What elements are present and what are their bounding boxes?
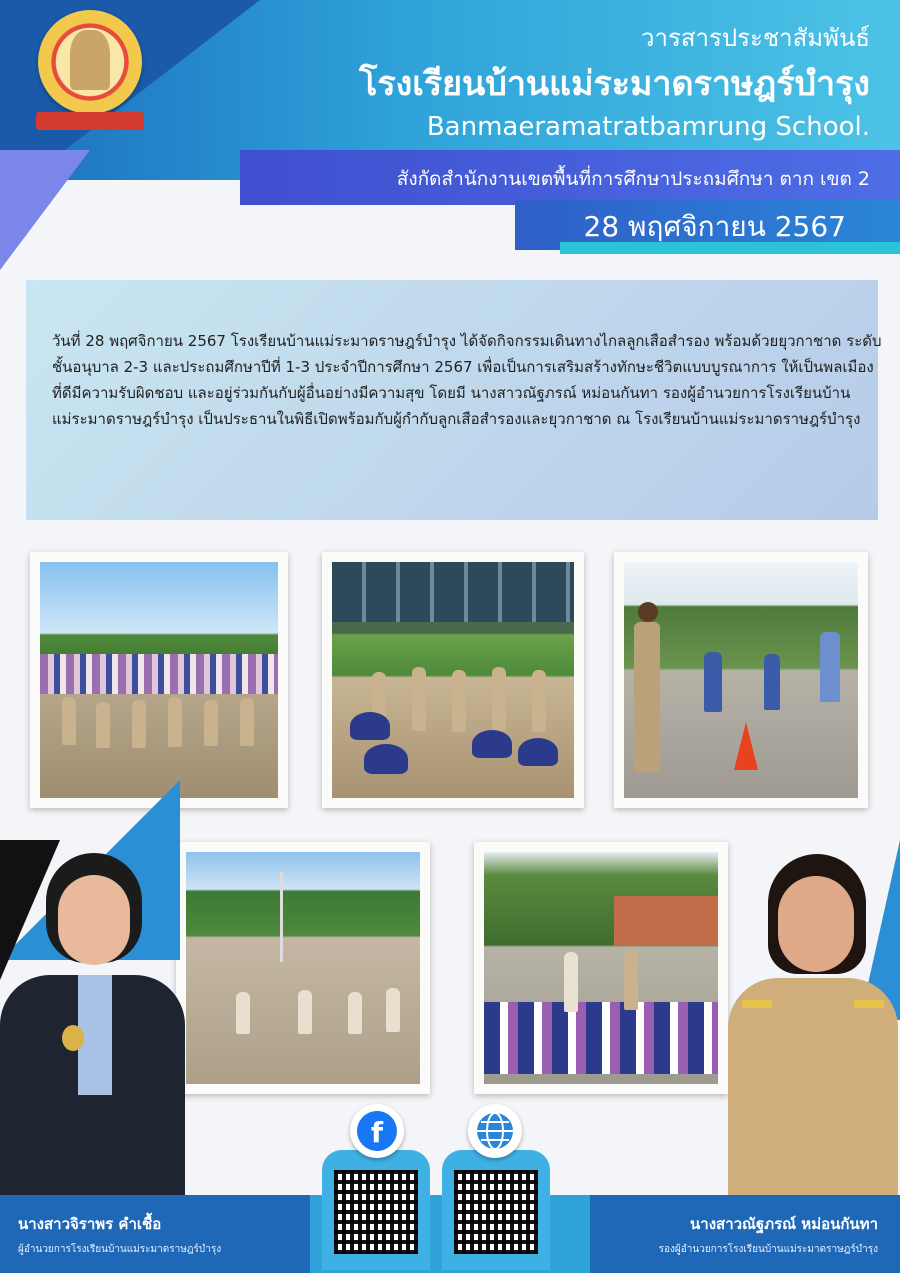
logo-emblem-figure [70, 30, 110, 90]
photo-frame-2 [322, 552, 584, 808]
school-roof [614, 896, 718, 946]
article-body: วันที่ 28 พฤศจิกายน 2567 โรงเรียนบ้านแม่ระมาดราษฎร์บำรุง ได้จัดกิจกรรมเดินทางไกลลูกเสือสำรอง พร้อมด้วยยุวกาชาด ระดับชั้นอนุบาล 2-3 และประถมศึกษาปีที่ 1-3 ประจำปีการศึกษา 2567 เพื่อเป็นการเสริมสร้างทักษะชีวิตแบบบูรณาการ ให้เป็นพลเมืองที่ดีมีความรับผิดชอบ และอยู่ร่วมกันกับผู้อื่นอย่างมีความสุข โดยมี นางสาวณัฐภรณ์ หม่อนกันทา รองผู้อำนวยการโรงเรียนบ้านแม่ระมาดราษฎร์บำรุง เป็นประธานในพิธีเปิดพร้อมกับผู้กำกับลูกเสือสำรองและยุวกาชาด ณ โรงเรียนบ้านแม่ระมาดราษฎร์บำรุง [52, 332, 882, 428]
scout-leader [240, 698, 254, 746]
scout-leader [96, 702, 110, 748]
website-qr-card [442, 1150, 550, 1270]
facebook-glyph: f [357, 1111, 397, 1151]
photo-cub-scouts [332, 562, 574, 798]
scout-leader [452, 670, 466, 732]
epaulette [742, 1000, 772, 1008]
logo-ribbon [36, 112, 144, 130]
epaulette [854, 1000, 884, 1008]
header-decoration-lower [0, 150, 90, 270]
teacher-standing [564, 952, 578, 1012]
cub-scout-cap [364, 744, 408, 774]
photo-walking-activity [624, 562, 858, 798]
student-walking [764, 654, 780, 710]
cub-scout-cap [518, 738, 558, 766]
photo-students-seated [484, 852, 718, 1084]
traffic-cone [734, 722, 758, 770]
deputy-director-portrait [728, 850, 898, 1195]
uniform [728, 978, 898, 1195]
article-box [26, 280, 882, 520]
scout-leader [168, 697, 182, 747]
photo-frame-4 [176, 842, 430, 1094]
scout-leader [532, 670, 546, 732]
scout-saluting [386, 988, 400, 1032]
publication-date: 28 พฤศจิกายน 2567 [583, 210, 846, 243]
student-walking [704, 652, 722, 712]
flag-pole [280, 872, 283, 962]
globe-icon[interactable] [468, 1104, 522, 1158]
leader-head [638, 602, 658, 622]
cub-scout-cap [472, 730, 512, 758]
photo-frame-1 [30, 552, 288, 808]
seated-students [484, 1002, 718, 1074]
scout-leader [62, 697, 76, 745]
scout-saluting [298, 990, 312, 1034]
school-office: สังกัดสำนักงานเขตพื้นที่การศึกษาประถมศึกษา ตาก เขต 2 [396, 168, 870, 190]
facebook-qr-code[interactable] [334, 1170, 418, 1254]
photo-assembly-field [40, 562, 278, 798]
scout-leader [132, 700, 146, 748]
director-portrait [0, 845, 185, 1195]
scout-leader [634, 622, 660, 772]
deputy-director-name: นางสาวณัฐภรณ์ หม่อนกันทา [690, 1215, 878, 1233]
school-building [332, 562, 574, 622]
cub-scout-cap [350, 712, 390, 740]
scout-saluting [236, 992, 250, 1034]
director-name: นางสาวจิราพร คำเชื้อ [18, 1215, 162, 1233]
school-badge-icon [62, 1025, 84, 1051]
scout-leader [204, 700, 218, 746]
scout-leader [492, 667, 506, 731]
photo-frame-5 [474, 842, 728, 1094]
school-name-thai: โรงเรียนบ้านแม่ระมาดราษฎร์บำรุง [359, 64, 870, 104]
facebook-icon[interactable] [350, 1104, 404, 1158]
teacher-walking [820, 632, 840, 702]
newsletter-title: วารสารประชาสัมพันธ์ [641, 24, 870, 52]
scout-saluting [348, 992, 362, 1034]
globe-glyph [475, 1111, 515, 1151]
school-name-english: Banmaeramatratbamrung School. [426, 112, 870, 142]
facebook-qr-card [322, 1150, 430, 1270]
photo-frame-3 [614, 552, 868, 808]
scout-leader [412, 667, 426, 731]
deputy-director-role: รองผู้อำนวยการโรงเรียนบ้านแม่ระมาดราษฎร์บำรุง [658, 1244, 878, 1255]
website-qr-code[interactable] [454, 1170, 538, 1254]
student-crowd [40, 654, 278, 694]
photo-flag-ceremony [186, 852, 420, 1084]
face [778, 876, 854, 972]
face [58, 875, 130, 965]
director-role: ผู้อำนวยการโรงเรียนบ้านแม่ระมาดราษฎร์บำรุง [18, 1244, 222, 1255]
scout-leader [624, 950, 638, 1010]
